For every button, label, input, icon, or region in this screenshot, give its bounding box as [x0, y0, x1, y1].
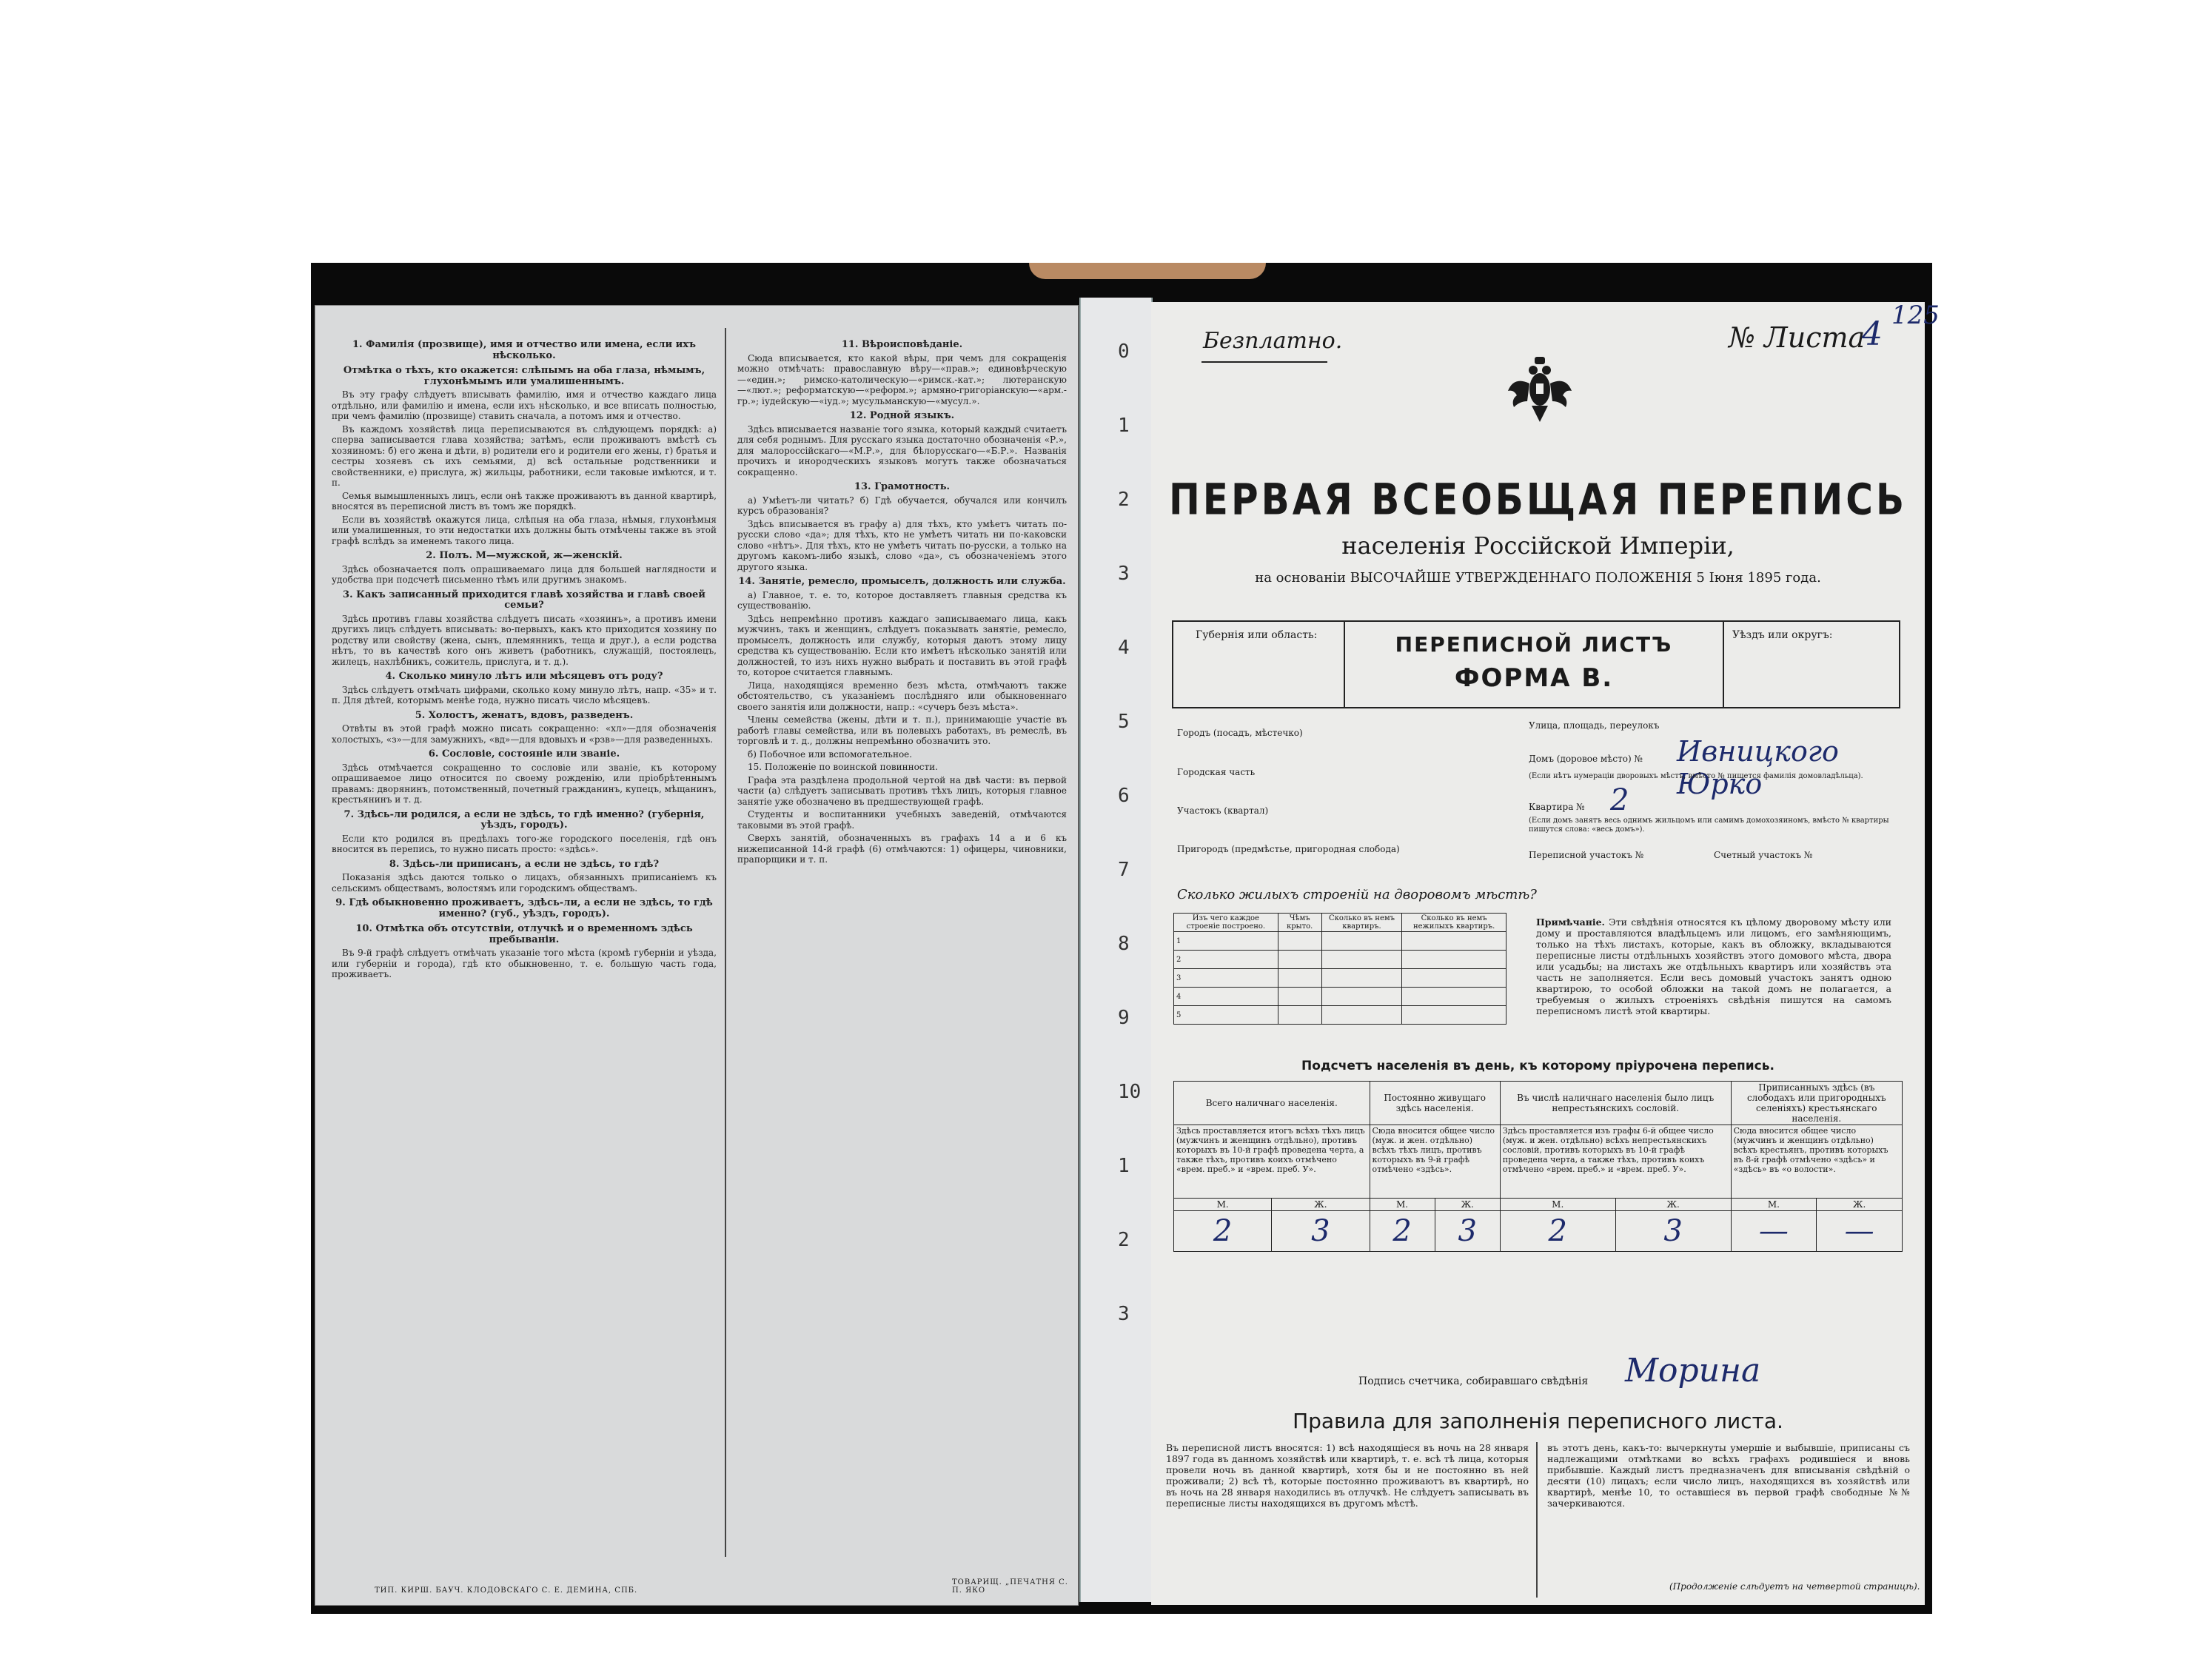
house-value: Ивницкого Юрко [1677, 735, 1839, 800]
left-page [315, 305, 1079, 1606]
instruction-heading-text: Вѣроисповѣданіе. [862, 339, 963, 350]
census-form-page [1151, 301, 1940, 1605]
instruction-paragraph: а) Главное, т. е. то, которое доставляетъ главныя средства къ существованію. [737, 589, 1067, 611]
instruction-paragraph: Въ 9-й графѣ слѣдуетъ отмѣчать указаніе того мѣста (кромѣ губерніи и уѣзда, или губерніи и города), гдѣ кто обыкновенно, т. е. большую часть года, проживаетъ. [332, 948, 717, 979]
row-number: 5 [1174, 1006, 1278, 1025]
instruction-paragraph: Здѣсь вписывается въ графу а) для тѣхъ, кто умѣетъ читать по-русски слово «да»; для тѣхъ, кто не умѣетъ читать ни по-каковски слово «нѣтъ». Для тѣхъ, кто не умѣетъ читать по-русски, а только на другомъ какомъ-либо языкѣ, слово «да», съ обозначеніемъ этого другого языка. [737, 518, 1067, 572]
instruction-heading [332, 551, 717, 562]
table-edge [1029, 263, 1266, 279]
ruler-mark: 3 [1118, 1303, 1130, 1325]
instruction-heading-text: Полъ. М—мужской, ж—женскій. [439, 550, 623, 561]
note-title: Примѣчаніе. [1536, 916, 1605, 928]
instruction-number: 4. [385, 671, 396, 682]
instruction-heading [332, 859, 717, 871]
row-number: 4 [1174, 988, 1278, 1006]
enumerator-signature: Морина [1625, 1352, 1761, 1390]
instruction-paragraph: Здѣсь слѣдуетъ отмѣчать цифрами, сколько кому минуло лѣтъ, напр. «35» и т. п. Для дѣтей, которымъ менѣе года, нужно писать число мѣсяцевъ. [332, 684, 717, 706]
apartment-note: (Если домъ занятъ весь однимъ жильцомъ или самимъ домохозяиномъ, вмѣсто № квартиры пишутся слова: «весь домъ»). [1529, 817, 1889, 834]
male-label: М. [1174, 1199, 1272, 1211]
female-count: — [1817, 1211, 1903, 1252]
instruction-heading-text: Какъ записанный приходится главѣ хозяйства и главѣ своей семьи? [356, 589, 706, 611]
table-cell [1278, 988, 1321, 1006]
instruction-number: 5. [415, 709, 426, 721]
buildings-header-cell: Сколько въ немъ квартиръ. [1321, 914, 1402, 932]
ruler-mark: 1 [1118, 1155, 1130, 1177]
ruler-mark: 2 [1118, 489, 1130, 511]
instruction-heading-text: Фамилія (прозвище), имя и отчество или имена, если ихъ нѣсколько. [366, 339, 696, 361]
pop-group-desc: Сюда вносится общее число (мужчинъ и женщинъ отдѣльно) всѣхъ крестьянъ, противъ которыхъ въ 8-й графѣ отмѣчено «здѣсь» и «здѣсь» въ «о волости». [1731, 1125, 1902, 1199]
underline [1201, 361, 1327, 363]
form-subtitle: населенія Россійской Имперіи, [1341, 532, 1735, 560]
field-house: Домъ (доровое мѣсто) № [1529, 754, 1643, 764]
table-cell [1278, 932, 1321, 951]
instruction-heading [737, 411, 1067, 422]
instruction-number: 2. [426, 550, 436, 561]
table-cell [1278, 969, 1321, 988]
instruction-heading-text: Гдѣ обыкновенно проживаетъ, здѣсь-ли, а если не здѣсь, то гдѣ именно? (губ., уѣздъ, городъ). [349, 897, 713, 919]
field-suburb: Пригородъ (предмѣстье, пригородная слобода) [1177, 844, 1400, 854]
sheet-name-cell [1345, 622, 1724, 707]
apartment-value: 2 [1610, 783, 1629, 817]
instruction-number: 11. [841, 339, 859, 350]
instruction-number: 14. [738, 576, 755, 587]
instructions-column-1 [332, 335, 717, 982]
instruction-paragraph: Члены семейства (жены, дѣти и т. п.), принимающіе участіе въ работѣ главы семейства, или въ полевыхъ работахъ, въ ремеслѣ, въ торговлѣ и т. д., должны непремѣнно обозначить это. [737, 714, 1067, 746]
pop-group-head: Постоянно живущаго здѣсь населенія. [1370, 1082, 1500, 1125]
ruler-mark: 9 [1118, 1007, 1130, 1029]
buildings-header-cell: Чѣмъ крыто. [1278, 914, 1321, 932]
instruction-heading [737, 482, 1067, 493]
pop-group-desc: Здѣсь проставляется итогъ всѣхъ тѣхъ лицъ (мужчинъ и женщинъ отдѣльно), противъ которыхъ въ 10-й графѣ проведена черта, а также тѣхъ, противъ коихъ отмѣчено «врем. преб.» и «врем. преб. У». [1174, 1125, 1370, 1199]
pop-group-desc: Сюда вносится общее число (муж. и жен. отдѣльно) всѣхъ тѣхъ лицъ, противъ которыхъ въ 9-й графѣ отмѣчено «здѣсь». [1370, 1125, 1500, 1199]
sheet-number-value: 4 [1862, 315, 1883, 353]
pop-value-row [1174, 1211, 1903, 1252]
instruction-heading-text: Отмѣтка о тѣхъ, кто окажется: слѣпымъ на оба глаза, нѣмымъ, глухонѣмымъ или умалишеннымъ. [343, 365, 706, 387]
instruction-paragraph: Въ эту графу слѣдуетъ вписывать фамилію, имя и отчество каждаго лица отдѣльно, или фамилію и имена, если ихъ нѣсколько, и все вписать полностью, при чемъ фамилію (прозвище) ставить сначала, а потомъ имя и отчество. [332, 389, 717, 421]
instruction-paragraph: Показанія здѣсь даются только о лицахъ, обязанныхъ приписаніемъ къ сельскимъ обществамъ, волостямъ или городскимъ обществамъ. [332, 872, 717, 894]
instruction-number: 7. [343, 808, 355, 820]
sheet-corner-number: 125 [1891, 301, 1940, 330]
instruction-heading-text: Сословіе, состояніе или званіе. [441, 748, 620, 760]
instruction-paragraph: Здѣсь вписывается названіе того языка, который каждый считаетъ для себя роднымъ. Для русскаго языка достаточно обозначенія «Р.», для малороссійскаго—«М.Р.», для бѣлорусскаго—«Б.Р.». Названія прочихъ и инородческихъ языковъ могутъ также обозначаться сокращенно. [737, 423, 1067, 477]
population-count-title: Подсчетъ населенія въ день, къ которому пріурочена перепись. [1301, 1059, 1774, 1073]
rules-title: Правила для заполненія переписного листа. [1293, 1409, 1783, 1433]
table-row [1174, 1006, 1506, 1025]
row-number: 2 [1174, 951, 1278, 969]
district-cell [1725, 622, 1899, 707]
female-label: Ж. [1435, 1199, 1500, 1211]
ruler-mark: 4 [1118, 637, 1130, 659]
rules-divider [1536, 1442, 1538, 1598]
buildings-table [1173, 913, 1506, 1025]
instruction-heading [737, 340, 1067, 351]
sheet-name: ПЕРЕПИСНОЙ ЛИСТЪ [1395, 632, 1673, 657]
female-count: 3 [1435, 1211, 1500, 1252]
table-cell [1321, 951, 1402, 969]
instruction-heading [332, 590, 717, 611]
table-cell [1278, 1006, 1321, 1025]
table-cell [1321, 969, 1402, 988]
male-count: 2 [1174, 1211, 1272, 1252]
instruction-paragraph: Семья вымышленныхъ лицъ, если онѣ также проживаютъ въ данной квартирѣ, вносятся въ переписной листъ въ томъ же порядкѣ. [332, 490, 717, 512]
female-label: Ж. [1817, 1199, 1903, 1211]
note-block [1536, 916, 1891, 1016]
instruction-heading-text: Родной языкъ. [869, 410, 955, 421]
ruler-mark: 2 [1118, 1229, 1130, 1251]
instruction-number: 9. [335, 897, 346, 908]
table-cell [1321, 988, 1402, 1006]
instruction-number: 10. [355, 923, 372, 934]
instruction-heading [332, 810, 717, 831]
table-cell [1402, 1006, 1506, 1025]
buildings-header-cell: Сколько въ немъ нежилыхъ квартиръ. [1402, 914, 1506, 932]
pop-group-head: Всего наличнаго населенія. [1174, 1082, 1370, 1125]
enumerator-signature-label: Подпись счетчика, собиравшаго свѣдѣнія [1358, 1375, 1589, 1387]
instruction-number: 12. [849, 410, 867, 421]
instruction-paragraph: Сверхъ занятій, обозначенныхъ въ графахъ 14 а и 6 къ нижеписанной 14-й графѣ (6) отмѣчаются: 1) офицеры, чиновники, прапорщики и т. п. [737, 833, 1067, 865]
field-town: Городъ (посадъ, мѣстечко) [1177, 728, 1303, 738]
female-label: Ж. [1615, 1199, 1731, 1211]
district-label: Уѣздъ или округъ: [1732, 629, 1833, 641]
instruction-heading [332, 711, 717, 722]
male-count: 2 [1370, 1211, 1435, 1252]
instruction-paragraph: Графа эта раздѣлена продольной чертой на двѣ части: въ первой части (а) слѣдуетъ записывать противъ тѣхъ лицъ, которыя главное занятіе уже обозначено въ предшествующей графѣ. [737, 774, 1067, 807]
table-cell [1402, 988, 1506, 1006]
female-count: 3 [1615, 1211, 1731, 1252]
pop-header-row [1174, 1082, 1903, 1125]
table-cell [1321, 1006, 1402, 1025]
instruction-paragraph: Здѣсь противъ главы хозяйства слѣдуетъ писать «хозяинъ», а противъ имени другихъ лицъ слѣдуетъ вписывать: во-первыхъ, какъ кто приходится хозяину по родству или свойству (жена, сынъ, племянникъ, теща и друг.), а если родства нѣтъ, то въ качествѣ кого онъ живетъ (работникъ, служащій, постоялецъ, жилецъ, нахлѣбникъ, сожитель, прислуга, и т. д.). [332, 613, 717, 667]
instruction-number: 8. [389, 858, 400, 870]
instruction-paragraph: Если въ хозяйствѣ окажутся лица, слѣпыя на оба глаза, нѣмыя, глухонѣмыя или умалишенныя, то эти недостатки ихъ должны быть отмѣчены также въ этой графѣ вслѣдъ за именемъ такого лица. [332, 514, 717, 546]
ruler-mark: 6 [1118, 785, 1130, 807]
instruction-paragraph: Въ каждомъ хозяйствѣ лица переписываются въ слѣдующемъ порядкѣ: а) сперва записывается глава хозяйства; затѣмъ, если проживаютъ вмѣстѣ съ хозяиномъ: б) его жена и дѣти, в) родители его и родители его жены, г) братья и сестры хозяевъ съ ихъ семьями, д) всѣ остальные родственники и свойственники, е) прислуга, ж) жильцы, работники, если таковые имѣются, и т. п. [332, 423, 717, 488]
row-number: 1 [1174, 932, 1278, 951]
measuring-ruler [1118, 341, 1147, 1377]
instruction-heading-text: Холостъ, женатъ, вдовъ, разведенъ. [428, 709, 634, 721]
male-label: М. [1370, 1199, 1435, 1211]
instruction-paragraph: Лица, находящіяся временно безъ мѣста, отмѣчаютъ также обстоятельство, съ указаніемъ послѣдняго или обыкновеннаго своего занятія или должности, напр.: «сучеръ безъ мѣста». [737, 680, 1067, 712]
instruction-heading [332, 749, 717, 760]
instruction-number: 3. [343, 589, 353, 600]
rules-continuation: (Продолженіе слѣдуетъ на четвертой страницѣ). [1669, 1581, 1920, 1592]
female-label: Ж. [1272, 1199, 1370, 1211]
province-label: Губернія или область: [1196, 629, 1318, 641]
ruler-mark: 3 [1118, 563, 1130, 585]
instruction-heading-text: Отмѣтка объ отсутствіи, отлучкѣ и о временномъ здѣсь пребываніи. [375, 923, 693, 945]
table-row [1174, 988, 1506, 1006]
instruction-heading [332, 340, 717, 361]
printer-imprint-right: ТОВАРИЩ. „ПЕЧАТНЯ С. П. ЯКО [952, 1578, 1068, 1595]
table-cell [1402, 969, 1506, 988]
table-row [1174, 951, 1506, 969]
pop-desc-row [1174, 1125, 1903, 1199]
pop-group-head: Приписанныхъ здѣсь (въ слободахъ или пригородныхъ селеніяхъ) крестьянскаго населенія. [1731, 1082, 1902, 1125]
instruction-heading-text: Занятіе, ремесло, промыселъ, должность или служба. [758, 576, 1066, 587]
instruction-heading [332, 366, 717, 387]
instruction-paragraph: б) Побочное или вспомогательное. [748, 748, 913, 760]
province-cell [1173, 622, 1345, 707]
note-text: Эти свѣдѣнія относятся къ цѣлому дворовому мѣсту или дому и проставляются владѣльцемъ или лицомъ, его замѣняющимъ, только на тѣхъ листахъ, которые, какъ въ обложку, вкладываются переписные листы отдѣльныхъ хозяйствъ этого домового мѣста, двора или усадьбы; на листахъ же отдѣльныхъ квартиръ или хозяйствъ эта часть не заполняется. Если весь домовый участокъ занятъ одною квартирою, то особой обложки на такой домъ не полагается, а требуемыя о жилыхъ строеніяхъ свѣдѣнія пишутся на самомъ переписномъ листѣ этой квартиры. [1536, 916, 1891, 1016]
row-number: 3 [1174, 969, 1278, 988]
buildings-question: Сколько жилыхъ строеній на дворовомъ мѣстѣ? [1177, 887, 1537, 902]
instruction-number: 1. [352, 339, 363, 350]
table-row [1174, 932, 1506, 951]
male-count: — [1731, 1211, 1817, 1252]
table-cell [1321, 932, 1402, 951]
free-label: Безплатно. [1203, 328, 1343, 354]
field-street: Улица, площадь, переулокъ [1529, 720, 1660, 731]
form-main-title: ПЕРВАЯ ВСЕОБЩАЯ ПЕРЕПИСЬ [1168, 475, 1908, 525]
population-table [1173, 1081, 1903, 1252]
pop-group-desc: Здѣсь проставляется изъ графы 6-й общее число (муж. и жен. отдѣльно) всѣхъ непрестьянскихъ сословій, противъ которыхъ въ 10-й графѣ проведена черта, а также тѣхъ, противъ коихъ отмѣчено «врем. преб.» и «врем. преб. У». [1500, 1125, 1731, 1199]
male-label: М. [1731, 1199, 1817, 1211]
rules-column-right: въ этотъ день, какъ-то: вычеркнуты умершіе и выбывшіе, приписаны съ надлежащими отмѣтками во всѣхъ графахъ родившіеся и вновь прибывшіе. Каждый листъ предназначенъ для вписыванія свѣдѣній о десяти (10) лицахъ; если число лицъ, находящихся въ хозяйствѣ или квартирѣ, менѣе 10, то оставшіеся въ первой графѣ свободные №№ зачеркиваются. [1547, 1442, 1910, 1509]
instruction-heading [332, 898, 717, 919]
pop-group-head: Въ числѣ наличнаго населенія было лицъ непрестьянскихъ сословій. [1500, 1082, 1731, 1125]
buildings-header-cell: Изъ чего каждое строеніе построено. [1174, 914, 1278, 932]
column-divider [725, 328, 726, 1557]
ruler-mark: 5 [1118, 711, 1130, 733]
buildings-table-header [1174, 914, 1506, 932]
instruction-heading-text: Здѣсь-ли приписанъ, а если не здѣсь, то гдѣ? [402, 858, 660, 870]
instruction-heading-text: Грамотность. [874, 481, 951, 492]
field-quarter: Участокъ (квартал) [1177, 805, 1269, 816]
form-basis: на основаніи ВЫСОЧАЙШЕ УТВЕРЖДЕННАГО ПОЛОЖЕНІЯ 5 Іюня 1895 года. [1255, 570, 1821, 586]
ruler-mark: 7 [1118, 859, 1130, 881]
instruction-paragraph: Здѣсь отмѣчается сокращенно то сословіе или званіе, къ которому опрашиваемое лицо относится по своему рожденію, или пріобрѣтеннымъ правамъ: дворянинъ, потомственный, почетный гражданинъ, купецъ, мѣщанинъ, крестьянинъ и т. д. [332, 762, 717, 805]
instruction-paragraph: Сюда вписывается, кто какой вѣры, при чемъ для сокращенія можно отмѣчать: православную вѣру—«прав.»; единовѣрческую—«един.»; римско-католическую—«римск.-кат.»; лютеранскую—«лют.»; реформатскую—«реформ.»; армяно-григоріанскую—«арм.-гр.»; іудейскую—«іуд.»; мусульманскую—«мусул.». [737, 352, 1067, 406]
field-enum-district: Переписной участокъ № [1529, 850, 1644, 860]
male-count: 2 [1500, 1211, 1615, 1252]
house-note: (Если нѣтъ нумераціи дворовыхъ мѣстъ, вмѣсто № пишется фамилія домовладѣльца). [1529, 772, 1863, 780]
table-cell [1402, 951, 1506, 969]
printer-imprint-left: ТИП. КИРШ. БАУЧ. КЛОДОВСКАГО С. Е. ДЕМИНА, СПБ. [375, 1586, 638, 1595]
instruction-heading [332, 671, 717, 683]
instruction-paragraph: 15. Положеніе по воинской повинности. [748, 762, 938, 772]
instruction-paragraph: Студенты и воспитанники учебныхъ заведеній, отмѣчаются таковыми въ этой графѣ. [737, 809, 1067, 831]
instruction-heading-text: Здѣсь-ли родился, а если не здѣсь, то гдѣ именно? (губернія, уѣздъ, городъ). [357, 808, 705, 831]
field-apartment: Квартира № [1529, 802, 1585, 812]
form-letter: ФОРМА В. [1454, 663, 1614, 693]
instruction-paragraph: Отвѣты въ этой графѣ можно писать сокращенно: «хл»—для обозначенія холостыхъ, «з»—для замужнихъ, «вд»—для вдовыхъ и «рзв»—для разведенныхъ. [332, 723, 717, 745]
instruction-heading [332, 924, 717, 945]
table-row [1174, 969, 1506, 988]
male-label: М. [1500, 1199, 1615, 1211]
instructions-column-2 [737, 335, 1067, 868]
ruler-mark: 8 [1118, 933, 1130, 955]
instruction-heading [737, 577, 1067, 588]
instruction-paragraph: Здѣсь обозначается полъ опрашиваемаго лица для большей наглядности и удобства при подсчетѣ письменно тѣмъ или другимъ знакомъ. [332, 563, 717, 585]
instruction-number: 13. [854, 481, 871, 492]
pop-sex-row [1174, 1199, 1903, 1211]
table-cell [1402, 932, 1506, 951]
rules-column-left: Въ переписной листъ вносятся: 1) всѣ находящіеся въ ночь на 28 января 1897 года въ данномъ хозяйствѣ или квартирѣ, т. е. всѣ тѣ лица, которыя провели ночь въ данной квартирѣ, хотя бы и не постоянно въ ней проживали; 2) всѣ тѣ, которые постоянно проживаютъ въ квартирѣ, но въ ночь на 28 января находились въ отлучкѣ. Не слѣдуетъ записывать въ переписные листы находящихся въ другомъ мѣстѣ. [1166, 1442, 1529, 1509]
field-town-part: Городская часть [1177, 767, 1256, 777]
instruction-heading-text: Сколько минуло лѣтъ или мѣсяцевъ отъ роду? [398, 671, 663, 682]
ruler-mark: 1 [1118, 415, 1130, 437]
instruction-paragraph: Если кто родился въ предѣлахъ того-же городского поселенія, гдѣ онъ вносится въ перепись, то нужно писать просто: «здѣсь». [332, 833, 717, 854]
instruction-number: 6. [428, 748, 439, 760]
ruler-mark: 10 [1118, 1081, 1142, 1103]
table-cell [1278, 951, 1321, 969]
imperial-eagle-icon [1506, 354, 1573, 424]
instruction-paragraph: а) Умѣетъ-ли читать? б) Гдѣ обучается, обучался или кончилъ курсъ образованія? [737, 495, 1067, 516]
field-count-district: Счетный участокъ № [1714, 850, 1813, 860]
form-header-box [1172, 620, 1900, 708]
instruction-paragraph: Здѣсь непремѣнно противъ каждаго записываемаго лица, какъ мужчинъ, такъ и женщинъ, слѣдуетъ показывать занятіе, ремесло, промыселъ, должность или службу, которыя даютъ этому лицу средства къ существованію. Если кто имѣетъ нѣсколько занятій или должностей, то изъ нихъ нужно выбрать и поставить въ этой графѣ то, которое считается главнымъ. [737, 613, 1067, 677]
female-count: 3 [1272, 1211, 1370, 1252]
sheet-number-label: № Листа [1729, 321, 1866, 354]
ruler-mark: 0 [1118, 341, 1130, 363]
